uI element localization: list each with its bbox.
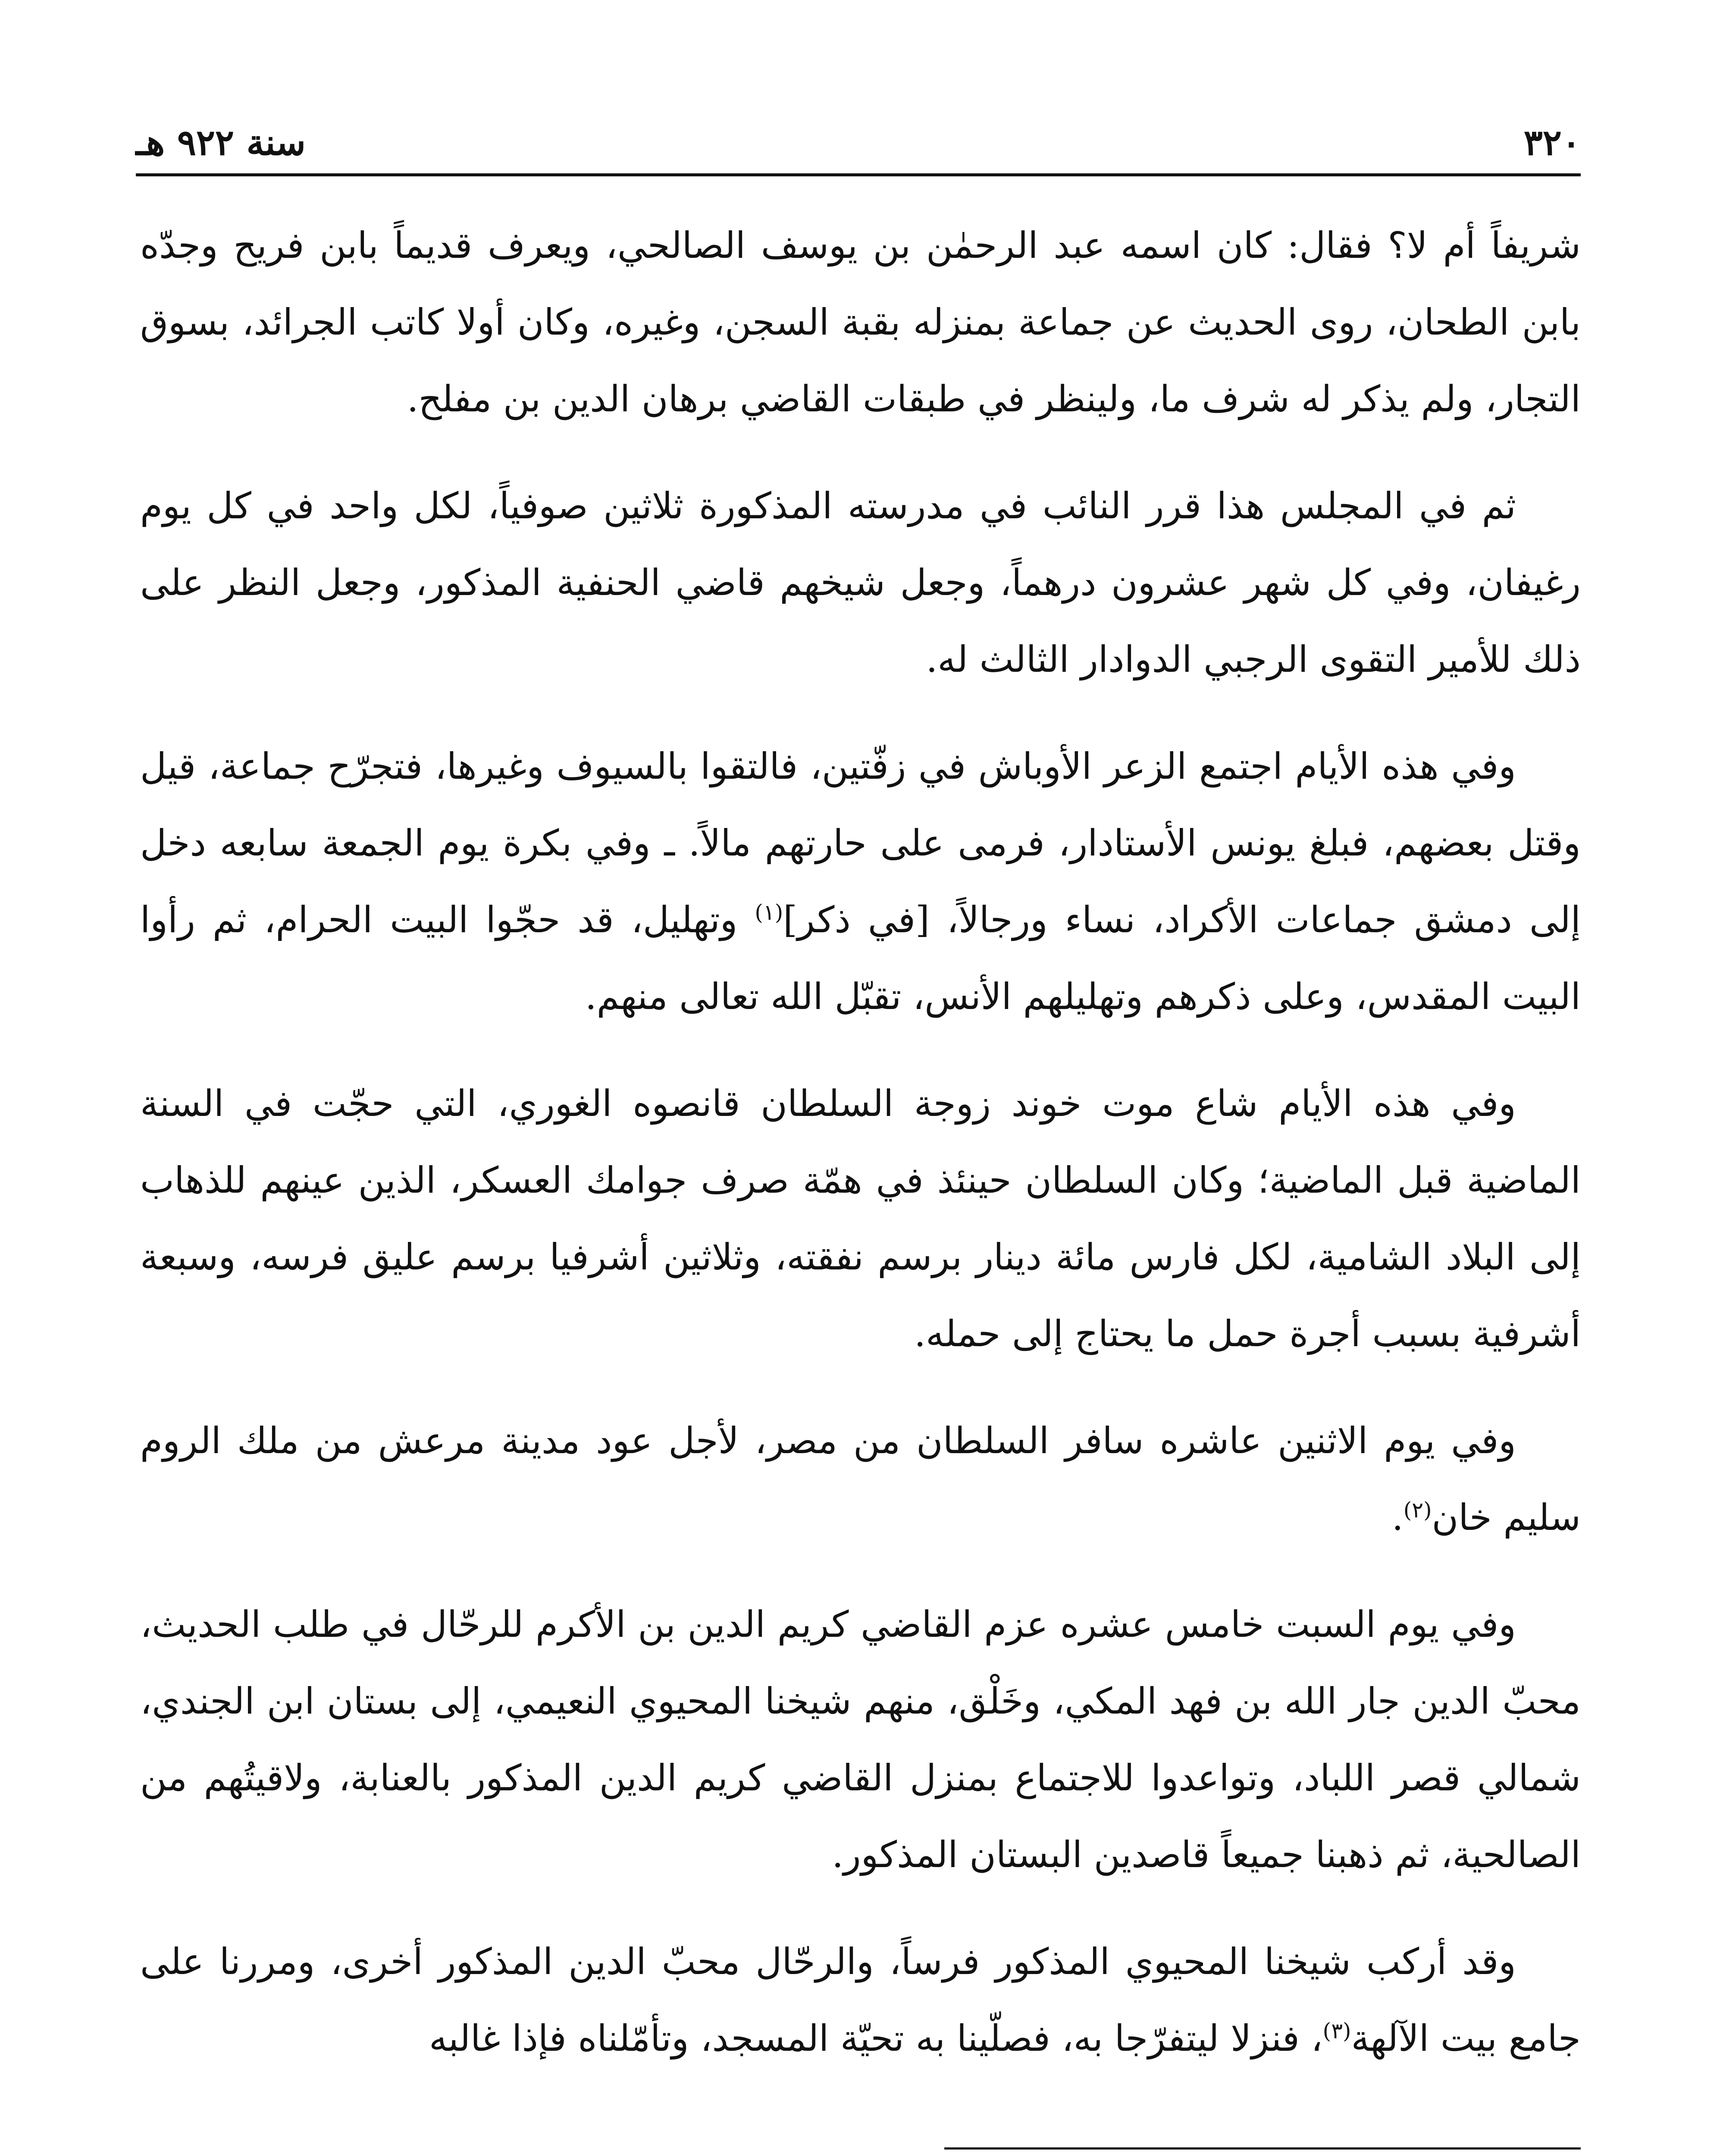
page-number: ٣٢٠	[1523, 122, 1581, 163]
paragraph	[140, 728, 1581, 1035]
paragraph-text: ثم في المجلس هذا قرر النائب في مدرسته المذكورة ثلاثين صوفياً، لكل واحد في كل يوم رغيفان، وفي كل شهر عشرون درهماً، وجعل شيخهم قاضي الحنفية المذكور، وجعل النظر على ذلك للأمير التقوى الرجبي الدوادار الثالث له.	[140, 485, 1581, 680]
paragraph	[140, 1402, 1581, 1556]
paragraph-text: وقد أركب شيخنا المحيوي المذكور فرساً، والرحّال محبّ الدين المذكور أخرى، ومررنا على جامع بيت الآلهة	[140, 1940, 1581, 2059]
paragraph-text: .	[1392, 1496, 1403, 1539]
paragraph-text: ، فنزلا ليتفرّجا به، فصلّينا به تحيّة المسجد، وتأمّلناه فإذا غالبه	[429, 2017, 1323, 2059]
running-head	[136, 108, 1581, 172]
paragraph	[140, 207, 1581, 437]
paragraph-text: وفي يوم السبت خامس عشره عزم القاضي كريم الدين بن الأكرم للرحّال في طلب الحديث، محبّ الدين جار الله بن فهد المكي، وخَلْق، منهم شيخنا المحيوي النعيمي، إلى بستان ابن الجندي، شمالي قصر اللباد، وتواعدوا للاجتماع بمنزل القاضي كريم الدين المذكور بالعنابة، ولاقيتُهم من الصالحية، ثم ذهبنا جميعاً قاصدين البستان المذكور.	[140, 1603, 1581, 1876]
paragraph	[140, 1065, 1581, 1372]
paragraph-text: وفي يوم الاثنين عاشره سافر السلطان من مصر، لأجل عود مدينة مرعش من ملك الروم سليم خان	[140, 1420, 1581, 1539]
paragraph	[140, 467, 1581, 698]
header-rule	[136, 173, 1581, 176]
main-text	[140, 207, 1581, 2107]
footnote-reference: (١)	[755, 900, 783, 925]
footnote-separator	[944, 2147, 1581, 2150]
paragraph-text: شريفاً أم لا؟ فقال: كان اسمه عبد الرحمٰن بن يوسف الصالحي، ويعرف قديماً بابن فريح وجدّه بابن الطحان، روى الحديث عن جماعة بمنزله بقبة السجن، وغيره، وكان أولا كاتب الجرائد، بسوق التجار، ولم يذكر له شرف ما، ولينظر في طبقات القاضي برهان الدين بن مفلح.	[140, 224, 1581, 420]
paragraph-text: وتهليل، قد حجّوا البيت الحرام، ثم رأوا البيت المقدس، وعلى ذكرهم وتهليلهم الأنس، تقبّل الله تعالى منهم.	[140, 899, 1581, 1018]
paragraph-text: وفي هذه الأيام شاع موت خوند زوجة السلطان قانصوه الغوري، التي حجّت في السنة الماضية قبل الماضية؛ وكان السلطان حينئذ في همّة صرف جوامك العسكر، الذين عينهم للذهاب إلى البلاد الشامية، لكل فارس مائة دينار برسم نفقته، وثلاثين أشرفيا برسم عليق فرسه، وسبعة أشرفية بسبب أجرة حمل ما يحتاج إلى حمله.	[140, 1082, 1581, 1355]
paragraph-text: وفي هذه الأيام اجتمع الزعر الأوباش في زفّتين، فالتقوا بالسيوف وغيرها، فتجرّح جماعة، قيل وقتل بعضهم، فبلغ يونس الأستادار، فرمى على حارتهم مالاً. ـ وفي بكرة يوم الجمعة سابعه دخل إلى دمشق جماعات الأكراد، نساء ورجالاً، [في ذكر]	[140, 745, 1581, 941]
footnote-reference: (٣)	[1322, 2018, 1351, 2043]
footnote-reference: (٢)	[1403, 1498, 1432, 1523]
paragraph	[140, 1923, 1581, 2077]
paragraph	[140, 1586, 1581, 1893]
year-heading: سنة ٩٢٢ هـ	[136, 122, 306, 163]
